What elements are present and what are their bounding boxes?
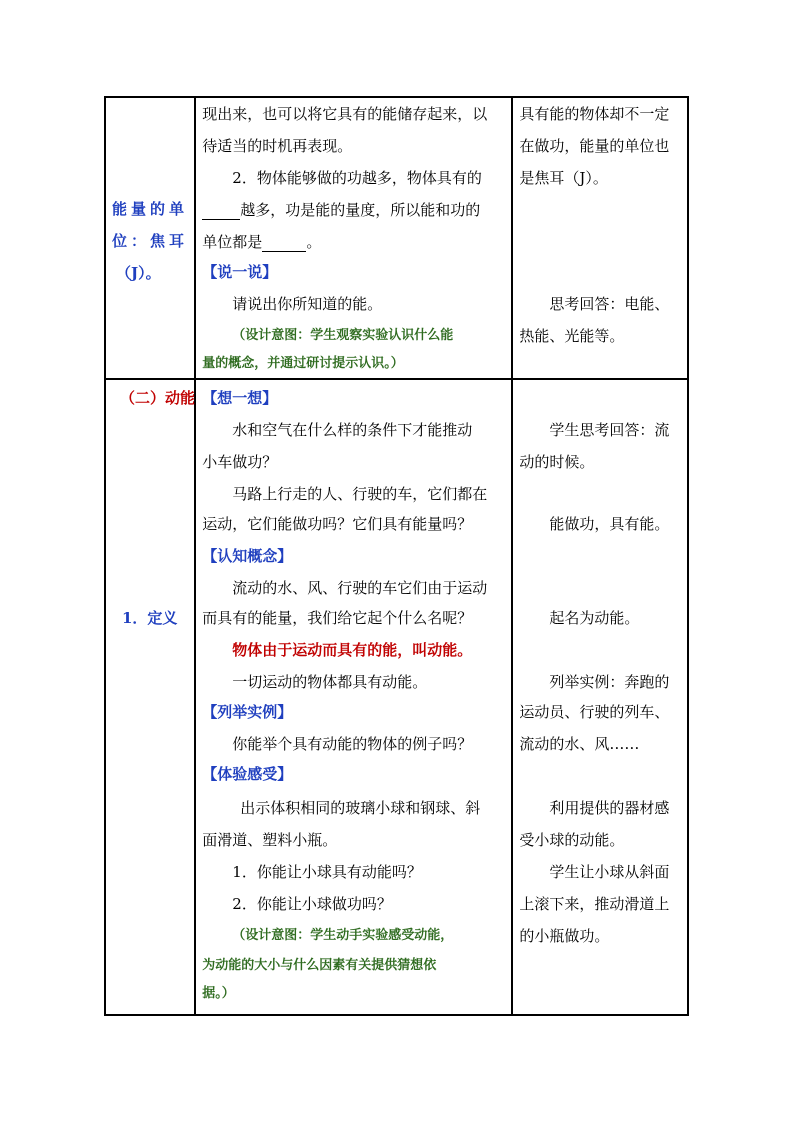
text-line: 运动，它们能做功吗？它们具有能量吗？ <box>202 515 473 533</box>
text-line: 待适当的时机再表现。 <box>202 137 353 155</box>
definition-statement: 物体由于运动而具有的能，叫动能。 <box>232 641 473 659</box>
row1-left-cell <box>105 97 195 379</box>
text-line: 马路上行走的人、行驶的车，它们都在 <box>232 485 488 503</box>
text-line: 一切运动的物体都具有动能。 <box>232 673 428 691</box>
design-intent-note: 量的概念，并通过研讨提示认识。） <box>202 356 404 371</box>
text-line: 列举实例：奔跑的 <box>549 673 670 691</box>
text-line: 出示体积相同的玻璃小球和钢球、斜 <box>240 799 481 817</box>
text-line <box>202 200 480 220</box>
definition-label: 1．定义 <box>122 609 178 627</box>
text-line: 受小球的动能。 <box>519 831 625 849</box>
text-span: 。 <box>306 233 322 251</box>
section-heading-say: 【说一说】 <box>202 263 278 281</box>
text-line: 水和空气在什么样的条件下才能推动 <box>232 421 473 439</box>
design-intent-note: 为动能的大小与什么因素有关提供猜想依 <box>202 958 437 973</box>
row2-middle-cell <box>195 379 512 1015</box>
text-line <box>202 232 321 252</box>
section-heading-experience: 【体验感受】 <box>202 765 293 783</box>
text-line: 现出来，也可以将它具有的能储存起来，以 <box>202 105 488 123</box>
unit-label-line: （J）。 <box>116 264 161 282</box>
row1-middle-cell <box>195 97 512 379</box>
design-intent-note: 据。） <box>202 986 235 1001</box>
table-row <box>105 379 688 1015</box>
text-line: 而具有的能量，我们给它起个什么名呢？ <box>202 609 473 627</box>
design-intent-note: （设计意图：学生动手实验感受动能， <box>232 928 454 943</box>
text-line: 的小瓶做功。 <box>519 927 610 945</box>
row2-left-cell <box>105 379 195 1015</box>
text-line: 学生思考回答：流 <box>549 421 670 439</box>
text-line: 能做功，具有能。 <box>549 515 670 533</box>
text-line: 上滚下来，推动滑道上 <box>519 895 670 913</box>
text-line: 起名为动能。 <box>549 609 640 627</box>
text-line: 面滑道、塑料小瓶。 <box>202 831 338 849</box>
text-span: 越多，功是能的量度，所以能和功的 <box>240 201 481 219</box>
text-line: 利用提供的器材感 <box>549 799 670 817</box>
row1-right-cell <box>512 97 688 379</box>
text-line: 2．物体能够做的功越多，物体具有的 <box>232 169 482 187</box>
text-line: 是焦耳（J）。 <box>519 169 608 187</box>
kinetic-energy-heading: （二）动能 <box>120 389 196 407</box>
text-line: 1．你能让小球具有动能吗？ <box>232 863 422 881</box>
lesson-plan-table <box>104 96 689 1016</box>
text-span: 单位都是 <box>202 233 263 251</box>
fill-blank <box>262 236 306 252</box>
text-line: 热能、光能等。 <box>519 327 625 345</box>
unit-label-line: 能量的单 <box>112 200 189 218</box>
row2-right-cell <box>512 379 688 1015</box>
design-intent-note: （设计意图：学生观察实验认识什么能 <box>232 328 454 343</box>
text-line: 思考回答：电能、 <box>549 295 670 313</box>
text-line: 2．你能让小球做功吗？ <box>232 895 392 913</box>
text-line: 运动员、行驶的列车、 <box>519 703 670 721</box>
text-line: 在做功，能量的单位也 <box>519 137 670 155</box>
text-line: 具有能的物体却不一定 <box>519 105 670 123</box>
text-line: 流动的水、风、行驶的车它们由于运动 <box>232 579 488 597</box>
text-line: 小车做功？ <box>202 453 278 471</box>
text-line: 学生让小球从斜面 <box>549 863 670 881</box>
section-heading-think: 【想一想】 <box>202 389 278 407</box>
section-heading-concept: 【认知概念】 <box>202 547 293 565</box>
unit-label-line: 位：焦耳 <box>112 232 189 250</box>
text-line: 你能举个具有动能的物体的例子吗？ <box>232 735 473 753</box>
section-heading-examples: 【列举实例】 <box>202 703 293 721</box>
table-row <box>105 97 688 379</box>
text-line: 流动的水、风…… <box>519 735 640 753</box>
text-line: 请说出你所知道的能。 <box>232 295 383 313</box>
fill-blank <box>202 204 240 220</box>
text-line: 动的时候。 <box>519 453 595 471</box>
